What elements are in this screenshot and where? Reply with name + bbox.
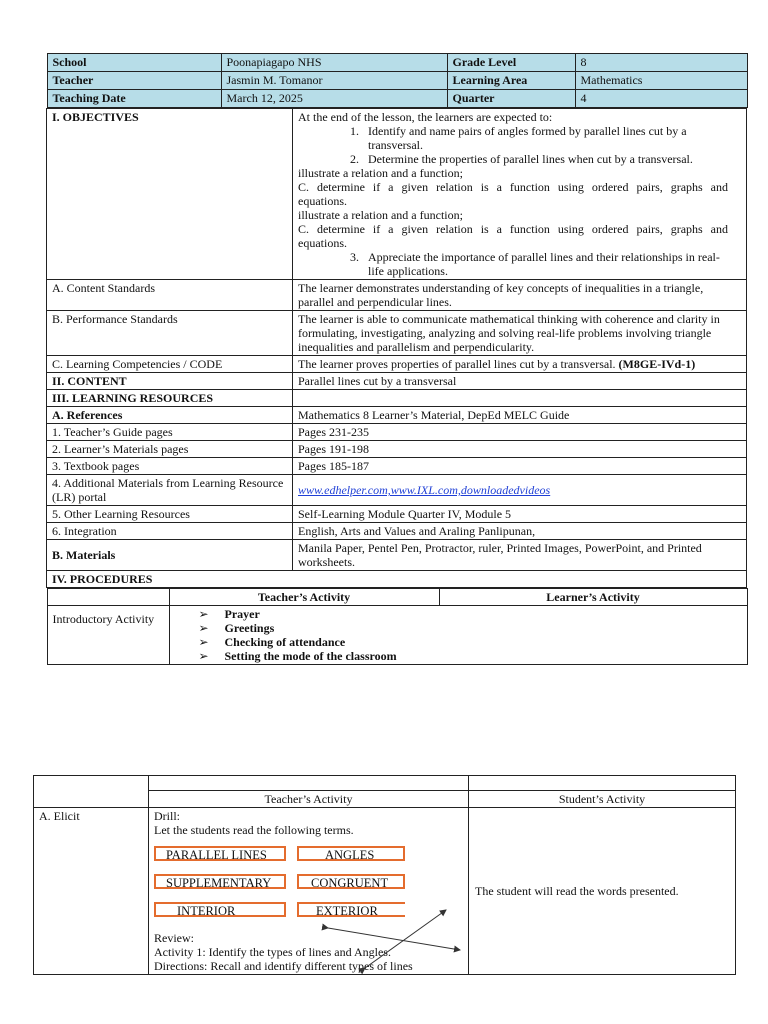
- lr-portal-link[interactable]: www.edhelper.com,www.IXL.com,downloadedvideos: [298, 483, 551, 497]
- objective-extra: C. determine if a given relation is a function using ordered pairs, graphs and: [298, 222, 728, 236]
- area-value: Mathematics: [575, 72, 747, 90]
- arrow-bullet-icon: ➢: [198, 621, 209, 635]
- objectives-label: I. OBJECTIVES: [47, 109, 293, 280]
- list-item: ➢ Prayer: [198, 607, 260, 621]
- list-item: ➢ Setting the mode of the classroom: [198, 649, 397, 663]
- teacher-activity-header-2: Teacher’s Activity: [149, 791, 469, 808]
- learners-materials-label: 2. Learner’s Materials pages: [47, 441, 293, 458]
- objective-extra: C. determine if a given relation is a function using ordered pairs, graphs and: [298, 180, 728, 194]
- competencies-value: [293, 356, 747, 373]
- procedures-label: IV. PROCEDURES: [47, 571, 747, 588]
- arrow-bullet-icon: ➢: [198, 607, 209, 621]
- learners-materials-value: Pages 191-198: [293, 441, 747, 458]
- activity-directions: Directions: Recall and identify different types of lines: [154, 959, 413, 973]
- review-label: Review:: [154, 931, 194, 945]
- grade-label: Grade Level: [447, 54, 575, 72]
- intro-items: [175, 607, 742, 663]
- objective-extra: equations.: [298, 236, 347, 250]
- term-box: SUPPLEMENTARY: [154, 874, 286, 889]
- introductory-activity-label: Introductory Activity: [47, 606, 169, 665]
- introductory-activity-cell: [169, 606, 747, 665]
- objectives-cell: [293, 109, 747, 280]
- performance-standards-label: B. Performance Standards: [47, 311, 293, 356]
- competencies-text: The learner proves properties of parallel lines cut by a transversal.: [298, 357, 619, 371]
- objectives-intro: At the end of the lesson, the learners are expected to:: [298, 110, 553, 124]
- integration-label: 6. Integration: [47, 523, 293, 540]
- content-label: II. CONTENT: [47, 373, 293, 390]
- textbook-value: Pages 185-187: [293, 458, 747, 475]
- objective-item: 2. Determine the properties of parallel lines when cut by a transversal.: [362, 152, 728, 166]
- date-value: March 12, 2025: [221, 90, 447, 108]
- line-two: [365, 910, 446, 968]
- elicit-label: A. Elicit: [34, 808, 149, 975]
- textbook-label: 3. Textbook pages: [47, 458, 293, 475]
- resources-label: III. LEARNING RESOURCES: [47, 390, 293, 407]
- term-box: PARALLEL LINES: [154, 846, 286, 861]
- content-value: Parallel lines cut by a transversal: [293, 373, 747, 390]
- student-activity-header: Student’s Activity: [469, 791, 736, 808]
- teacher-label: Teacher: [47, 72, 221, 90]
- term-box: INTERIOR: [154, 902, 286, 917]
- quarter-value: 4: [575, 90, 747, 108]
- references-label: A. References: [47, 407, 293, 424]
- arrow-bullet-icon: ➢: [198, 635, 209, 649]
- term-box: ANGLES: [297, 846, 405, 861]
- objective-extra: illustrate a relation and a function;: [298, 208, 463, 222]
- objectives-list: [298, 250, 728, 278]
- lr-portal-label: 4. Additional Materials from Learning Resource (LR) portal: [47, 475, 293, 506]
- objective-item: 1. Identify and name pairs of angles formed by parallel lines cut by a transversal.: [362, 124, 728, 152]
- drill-label: Drill:: [154, 809, 180, 823]
- materials-label: B. Materials: [47, 540, 293, 571]
- content-standards-label: A. Content Standards: [47, 280, 293, 311]
- term-box: EXTERIOR: [297, 902, 405, 917]
- date-label: Teaching Date: [47, 90, 221, 108]
- drill-instruction: Let the students read the following terms.: [154, 823, 354, 837]
- objective-extra: illustrate a relation and a function;: [298, 166, 463, 180]
- elicit-student-cell: The student will read the words presented.: [469, 808, 736, 975]
- competencies-label: C. Learning Competencies / CODE: [47, 356, 293, 373]
- school-label: School: [47, 54, 221, 72]
- references-value: Mathematics 8 Learner’s Material, DepEd MELC Guide: [293, 407, 747, 424]
- teachers-guide-value: Pages 231-235: [293, 424, 747, 441]
- learner-activity-header: Learner’s Activity: [439, 589, 747, 606]
- list-item: ➢ Greetings: [198, 621, 275, 635]
- school-value: Poonapiagapo NHS: [221, 54, 447, 72]
- materials-value: Manila Paper, Pentel Pen, Protractor, ruler, Printed Images, PowerPoint, and Printed worksheets.: [293, 540, 747, 571]
- list-item: ➢ Checking of attendance: [198, 635, 346, 649]
- objective-item: 3. Appreciate the importance of parallel lines and their relationships in real-life applications.: [362, 250, 728, 278]
- teacher-value: Jasmin M. Tomanor: [221, 72, 447, 90]
- objective-extra: equations.: [298, 194, 347, 208]
- content-standards-value: The learner demonstrates understanding of key concepts of inequalities in a triangle, parallel and perpendicular lines.: [293, 280, 747, 311]
- transversal-lines-diagram: [320, 900, 470, 975]
- grade-value: 8: [575, 54, 747, 72]
- quarter-label: Quarter: [447, 90, 575, 108]
- header-info-table: [47, 53, 748, 108]
- area-label: Learning Area: [447, 72, 575, 90]
- other-resources-label: 5. Other Learning Resources: [47, 506, 293, 523]
- objectives-list: [298, 124, 728, 166]
- lesson-plan-table: [46, 53, 747, 665]
- integration-value: English, Arts and Values and Araling Panlipunan,: [293, 523, 747, 540]
- arrow-bullet-icon: ➢: [198, 649, 209, 663]
- other-resources-value: Self-Learning Module Quarter IV, Module 5: [293, 506, 747, 523]
- activity-title: Activity 1: Identify the types of lines and Angles.: [154, 945, 391, 959]
- term-box: CONGRUENT: [297, 874, 405, 889]
- performance-standards-value: The learner is able to communicate mathematical thinking with coherence and clarity in formulating, investigating, analyzing and solving real-life problems involving triangle inequalities and parallelism and perpendicularity.: [293, 311, 747, 356]
- teacher-activity-header: Teacher’s Activity: [169, 589, 439, 606]
- procedures-table: [47, 588, 748, 665]
- teachers-guide-label: 1. Teacher’s Guide pages: [47, 424, 293, 441]
- competencies-code: (M8GE-IVd-1): [618, 357, 696, 371]
